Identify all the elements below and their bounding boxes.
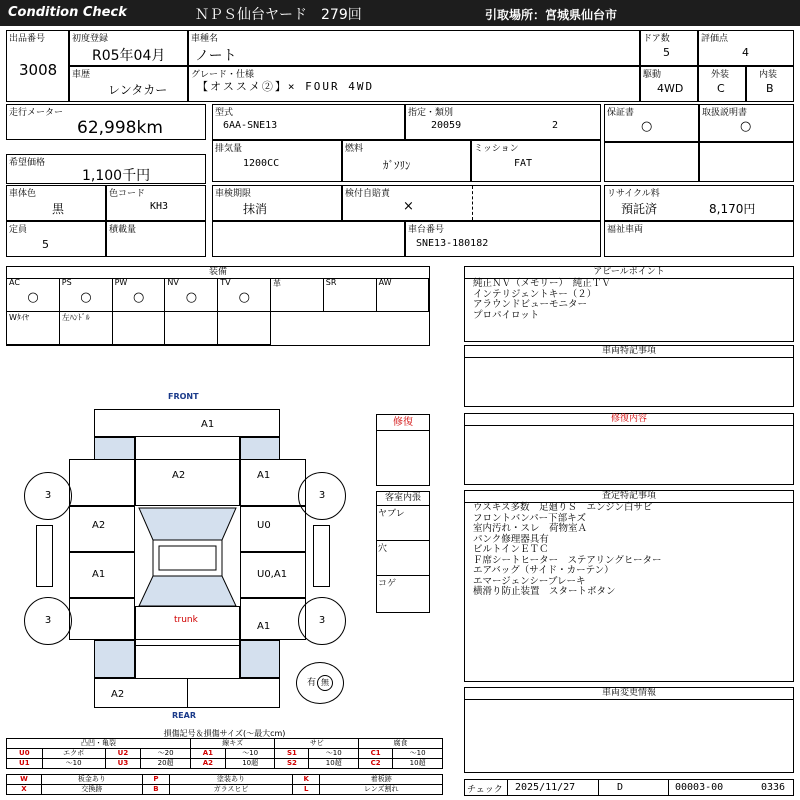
appeal-line: アラウンドビューモニター — [473, 299, 588, 310]
hood-panel — [135, 459, 240, 506]
tire-front-right: 3 — [298, 472, 346, 520]
equipment-cell — [218, 278, 271, 312]
equipment-label: 革 — [273, 279, 281, 288]
legend-code: U1 — [7, 759, 43, 769]
change-info-panel — [464, 687, 794, 773]
cabin-interior-item: コゲ — [378, 579, 397, 589]
insurance-divider — [472, 186, 473, 220]
inspection-note-line: フロントバンパー下部キズ — [473, 512, 586, 524]
right-rear-door-damage: U0,A1 — [257, 569, 288, 580]
displacement: 1200CC — [243, 158, 280, 169]
legend-bottom-table — [6, 774, 443, 795]
front-label: FRONT — [168, 392, 199, 401]
warranty-cell: 保証書 ○ — [604, 104, 699, 142]
change-info-title: 車両変更情報 — [465, 688, 793, 700]
equipment-label: 左ﾊﾝﾄﾞﾙ — [61, 313, 90, 322]
legend-desc: 着板跡 — [320, 775, 443, 785]
right-front-fender — [240, 459, 306, 506]
left-mirror — [36, 525, 53, 587]
equipment-label: AW — [378, 278, 392, 287]
equipment-cell — [7, 312, 60, 345]
check-code-2: 0336 — [761, 782, 786, 793]
warranty-extra-cell — [604, 142, 699, 182]
legend-desc: ～20 — [141, 749, 191, 759]
capacity: 5 — [42, 238, 49, 251]
legend-desc: レンズ割れ — [320, 785, 443, 795]
interior-grade: B — [766, 82, 774, 95]
equipment-value: ○ — [185, 290, 198, 305]
equipment-cell — [324, 278, 377, 312]
legend-desc: 10超 — [225, 759, 275, 769]
inspection-cell: 車検期限 抹消 — [212, 185, 342, 221]
equipment-label: NV — [167, 278, 179, 287]
pickup-location: 引取場所：宮城県仙台市 — [485, 8, 618, 22]
equipment-cell — [60, 278, 113, 312]
legend-title: 損傷記号＆損傷サイズ(～最大cm) — [163, 729, 286, 738]
inspection-note-line: ウスキス多数 足廻りＳ エンジン白サビ — [473, 502, 653, 513]
body-color-cell: 車体色 黒 — [6, 185, 106, 221]
left-rear-door — [69, 552, 135, 598]
body-color: 黒 — [52, 202, 65, 216]
legend-desc: ～10 — [42, 759, 105, 769]
legend-code: C1 — [359, 749, 393, 759]
legend-desc: ガラスヒビ — [170, 785, 293, 795]
equipment-value: ○ — [27, 290, 39, 305]
recycle-cell: リサイクル料 預託済 8,170円 — [604, 185, 794, 221]
rear-window — [139, 576, 236, 606]
legend-code: P — [142, 775, 169, 785]
displacement-cell: 排気量 1200CC — [212, 140, 342, 182]
appeal-line: インテリジェントキー（２） — [473, 288, 597, 300]
equipment-value: ○ — [132, 290, 145, 305]
legend-desc: ～10 — [309, 749, 359, 759]
inspection-note-line: Ｆ席シートヒーター ステアリングヒーター — [473, 554, 662, 566]
legend-code: L — [293, 785, 320, 795]
designation-cell: 指定・類別 20059 2 — [405, 104, 601, 140]
manual-extra-cell — [699, 142, 794, 182]
chassis-number: SNE13-180182 — [416, 238, 489, 249]
legend-desc: 交換跡 — [41, 785, 142, 795]
category: 2 — [552, 120, 559, 131]
color-code: KH3 — [150, 201, 169, 212]
front-left-corner — [94, 437, 135, 460]
drive: 4WD — [657, 82, 684, 95]
legend-code: K — [293, 775, 320, 785]
legend-desc: ～10 — [225, 749, 275, 759]
doors-cell: ドア数 5 — [640, 30, 698, 66]
mission: FAT — [514, 158, 533, 169]
exterior-grade: C — [717, 82, 725, 95]
equipment-cell — [113, 278, 166, 312]
check-code-1: 00003-00 — [675, 782, 724, 793]
equipment-cell — [165, 278, 218, 312]
equipment-label: SR — [325, 278, 337, 287]
legend-code: U3 — [105, 759, 141, 769]
equipment-title: 装備 — [7, 267, 429, 279]
mileage: 62,998km — [77, 118, 163, 138]
doors: 5 — [663, 46, 670, 59]
cabin-glass — [135, 506, 240, 608]
appeal-line: 純正ＮＶ（メモリー） 純正ＴＶ — [473, 278, 611, 289]
legend-desc: 10超 — [309, 759, 359, 769]
type-cell: 型式 6AA-SNE13 — [212, 104, 405, 140]
legend-group-header: 線キズ — [190, 739, 275, 749]
front-apron — [135, 437, 240, 460]
left-rear-quarter — [69, 598, 135, 640]
repair-box-title: 修復 — [377, 415, 429, 431]
rear-right-corner — [240, 640, 280, 678]
warranty-value: ○ — [641, 119, 653, 134]
manual-value: ○ — [740, 119, 752, 134]
trunk-label: trunk — [174, 615, 198, 625]
equipment-row-1 — [7, 278, 429, 312]
special-notes-title: 車両特記事項 — [465, 346, 793, 358]
fuel-cell: 燃料 ｶﾞｿﾘﾝ — [342, 140, 471, 182]
repair-content-title: 修復内容 — [465, 414, 793, 426]
right-front-fender-damage: A1 — [257, 470, 271, 481]
inspection-note-line: パンク修理器具有 — [473, 533, 549, 545]
legend-group-header: 腐食 — [359, 739, 443, 749]
legend-code: X — [7, 785, 42, 795]
footer-bar — [464, 779, 794, 796]
legend-group-header: 凸凹・亀裂 — [7, 739, 191, 749]
first-registration-cell: 初度登録 R05年04月 — [69, 30, 188, 66]
history: レンタカー — [108, 83, 168, 97]
equipment-cell — [165, 312, 218, 345]
interior-cell: 内装 B — [746, 66, 794, 102]
equipment-cell — [60, 312, 113, 345]
right-rear-quarter — [240, 598, 306, 640]
windshield — [139, 508, 236, 540]
grade: 【オススメ②】× FOUR 4WD — [197, 80, 375, 93]
model-name: ノート — [195, 48, 237, 64]
fuel: ｶﾞｿﾘﾝ — [383, 159, 411, 172]
blank-cell — [212, 221, 405, 257]
equipment-label: Wﾀｲﾔ — [9, 313, 29, 322]
chassis-cell: 車台番号 SNE13-180182 — [405, 221, 601, 257]
check-label: チェック — [467, 785, 503, 795]
rear-bumper-right — [187, 678, 280, 708]
legend-code: S1 — [275, 749, 309, 759]
legend-desc: 10超 — [393, 759, 443, 769]
left-front-door-damage: A2 — [92, 520, 106, 531]
auction-name: ＮＰＳ仙台ヤード 279回 — [195, 7, 362, 23]
recycle-fee: 8,170円 — [709, 202, 756, 216]
repair-content-panel — [464, 413, 794, 485]
capacity-cell: 定員 5 — [6, 221, 106, 257]
equipment-label: TV — [220, 278, 231, 287]
check-date: 2025/11/27 — [515, 782, 576, 793]
vehicle-insurance: × — [403, 199, 414, 214]
equipment-label: PS — [61, 278, 72, 287]
spare-label: 有 — [306, 678, 316, 688]
rear-bumper-damage: A2 — [111, 689, 125, 700]
color-code-cell: 色コード KH3 — [106, 185, 206, 221]
inspection-expiry: 抹消 — [243, 202, 268, 216]
score: 4 — [742, 46, 749, 59]
welfare-cell: 福祉車両 — [604, 221, 794, 257]
legend-code: B — [142, 785, 169, 795]
hood-damage: A2 — [172, 470, 186, 481]
cabin-interior-item: 穴 — [377, 541, 429, 576]
legend-code: A1 — [190, 749, 225, 759]
legend-table — [6, 738, 443, 769]
equipment-value: ○ — [238, 290, 250, 305]
right-front-door-damage: U0 — [257, 520, 271, 531]
right-rear-quarter-damage: A1 — [257, 621, 271, 632]
spare-tire — [296, 662, 344, 704]
right-front-door — [240, 506, 306, 552]
drive-cell: 駆動 4WD — [640, 66, 698, 102]
spare-value: 無 — [317, 675, 333, 691]
cabin-interior-box — [376, 491, 430, 613]
inspection-notes-lines — [473, 503, 661, 598]
right-mirror — [313, 525, 330, 587]
equipment-cell — [7, 278, 60, 312]
appeal-title: アピールポイント — [465, 267, 793, 279]
grade-cell: グレード・仕様 【オススメ②】× FOUR 4WD — [188, 66, 640, 102]
inspection-note-line: エアバッグ（サイド・カーテン） — [473, 565, 614, 576]
cabin-interior-title: 客室内張 — [377, 492, 429, 506]
price: 1,100千円 — [82, 168, 151, 184]
appeal-lines — [473, 279, 611, 321]
legend-desc: エクボ — [42, 749, 105, 759]
tire-front-left: 3 — [24, 472, 72, 520]
sunroof-frame — [159, 546, 216, 570]
rear-apron — [135, 640, 240, 678]
lot-number: 3008 — [19, 61, 58, 79]
check-grade: D — [617, 782, 624, 793]
legend-desc: 20超 — [141, 759, 191, 769]
exterior-cell: 外装 C — [698, 66, 746, 102]
inspection-note-line: 室内汚れ・スレ 荷物室Ａ — [473, 523, 588, 534]
equipment-label: PW — [114, 278, 128, 287]
vehicle-insurance-cell: 検付自賠責 × — [342, 185, 601, 221]
special-notes-panel — [464, 345, 794, 407]
legend-code: W — [7, 775, 42, 785]
inspection-notes-panel — [464, 490, 794, 682]
equipment-value: ○ — [80, 290, 92, 305]
equipment-label: AC — [9, 278, 20, 287]
left-front-door — [69, 506, 135, 552]
front-right-corner — [240, 437, 280, 460]
cabin-interior-item: ヤブレ — [377, 506, 429, 541]
legend-code: C2 — [359, 759, 393, 769]
damage-legend — [6, 728, 443, 796]
manual-cell: 取扱説明書 ○ — [699, 104, 794, 142]
equipment-panel — [6, 266, 430, 346]
legend-code: S2 — [275, 759, 309, 769]
front-bumper-damage: A1 — [201, 419, 215, 430]
first-registration: R05年04月 — [92, 48, 166, 64]
appeal-line: プロパイロット — [473, 309, 540, 321]
load-cell: 積載量 — [106, 221, 206, 257]
designation: 20059 — [431, 120, 462, 131]
model-type: 6AA-SNE13 — [223, 120, 278, 131]
header-title: Condition Check — [8, 5, 127, 20]
legend-desc: 板金あり — [41, 775, 142, 785]
lot-number-cell: 出品番号 3008 — [6, 30, 69, 102]
inspection-note-line: 横滑り防止装置 スタートボタン — [473, 586, 616, 597]
history-cell: 車歴 レンタカー — [69, 66, 188, 102]
left-rear-door-damage: A1 — [92, 569, 106, 580]
legend-code: U2 — [105, 749, 141, 759]
appeal-panel — [464, 266, 794, 342]
price-cell: 希望価格 1,100千円 — [6, 154, 206, 184]
mileage-cell: 走行メーター 62,998km — [6, 104, 206, 140]
legend-group-header: サビ — [275, 739, 359, 749]
legend-desc: 塗装あり — [170, 775, 293, 785]
score-cell: 評価点 4 — [698, 30, 794, 66]
legend-desc: ～10 — [393, 749, 443, 759]
rear-left-corner — [94, 640, 135, 678]
recycle-status: 預託済 — [621, 202, 658, 216]
inspection-note-line: エマージェンシーブレーキ — [473, 575, 586, 587]
header-bar — [0, 0, 800, 26]
equipment-cell — [218, 312, 271, 345]
equipment-cell — [113, 312, 166, 345]
equipment-cell — [271, 278, 324, 312]
model-name-cell: 車種名 ノート — [188, 30, 640, 66]
left-front-fender — [69, 459, 135, 506]
legend-code: A2 — [190, 759, 225, 769]
tire-rear-right: 3 — [298, 597, 346, 645]
equipment-row-2 — [7, 312, 429, 345]
right-rear-door — [240, 552, 306, 598]
front-bumper-center — [94, 409, 185, 437]
repair-box — [376, 414, 430, 486]
legend-code: U0 — [7, 749, 43, 759]
tire-rear-left: 3 — [24, 597, 72, 645]
equipment-cell — [377, 278, 430, 312]
inspection-notes-title: 査定特記事項 — [465, 491, 793, 503]
rear-label: REAR — [172, 711, 196, 720]
mission-cell: ミッション FAT — [471, 140, 601, 182]
inspection-note-line: ビルトインＥＴＣ — [473, 544, 549, 555]
